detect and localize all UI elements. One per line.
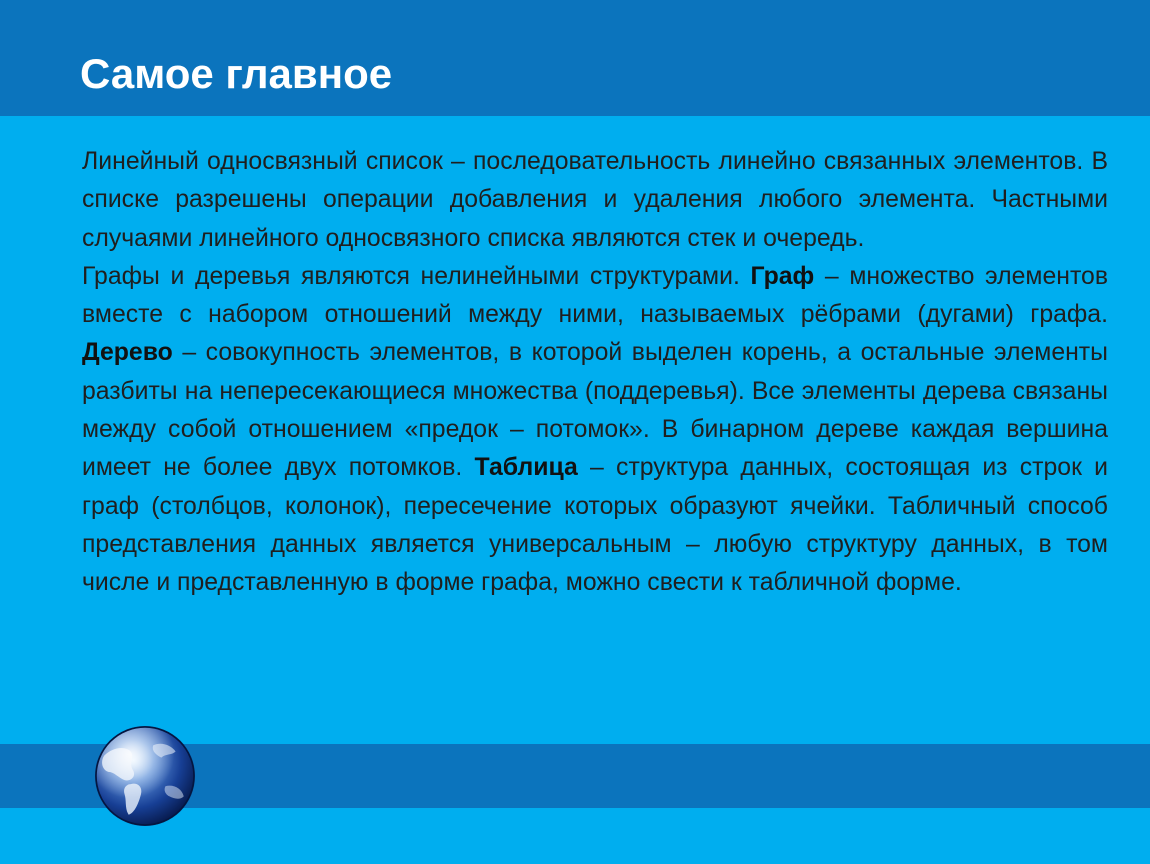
term-table: Таблица — [474, 454, 578, 482]
paragraph-graphs-trees — [82, 258, 1108, 603]
text-segment: – совокупность элементов, в которой выделен корень, а остальные элементы разбиты на непересекающиеся множества (поддеревья). Все элементы дерева связаны между собой отношением «предок – потомок». В бинарном дереве каждая вершина имеет не более двух потомков. — [82, 339, 1108, 482]
slide-title: Самое главное — [80, 50, 393, 97]
text-segment: – множество элементов вместе с набором отношений между ними, называемых рёбрами (дугами) графа. — [82, 262, 1108, 329]
paragraph-linked-list: Линейный односвязный список – последовательность линейно связанных элементов. В списке разрешены операции добавления и удаления любого элемента. Частными случаями линейного односвязного списка являются стек и очередь. — [82, 148, 1108, 252]
term-graph: Граф — [750, 262, 815, 290]
term-tree: Дерево — [82, 339, 173, 367]
text-segment: Графы и деревья являются нелинейными структурами. — [82, 262, 751, 290]
slide-body — [82, 143, 1108, 603]
text-segment: – структура данных, состоящая из строк и граф (столбцов, колонок), пересечение которых образуют ячейки. Табличный способ представления данных является универсальным – любую структуру данных, в том числе и представленную в форме графа, можно свести к табличной форме. — [82, 454, 1108, 597]
globe-icon — [94, 725, 196, 827]
